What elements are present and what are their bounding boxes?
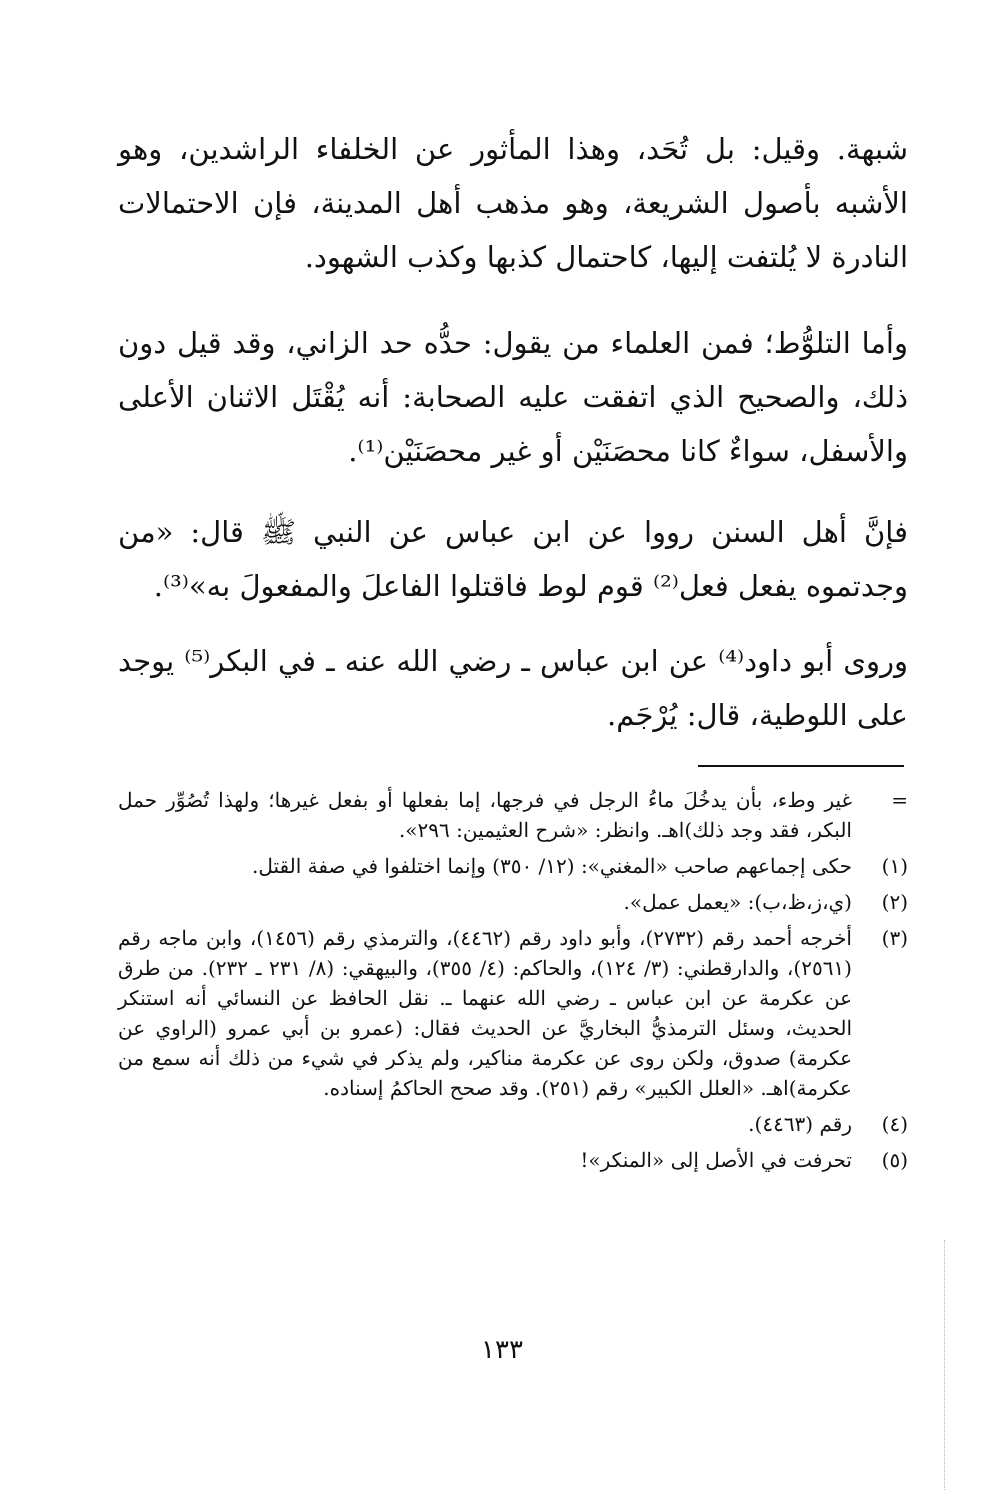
- footnote-marker: =: [891, 788, 908, 812]
- footnote-marker: (٥): [881, 1148, 908, 1172]
- footnote-marker: (٤): [881, 1112, 908, 1136]
- footnote-text: تحرفت في الأصل إلى «المنكر»!: [580, 1148, 852, 1172]
- footnote-3: [118, 923, 908, 1103]
- footnote-1: [118, 851, 908, 881]
- body-paragraph-3: فإنَّ أهل السنن رووا عن ابن عباس عن النبي ﷺ قال: «من وجدتموه يفعل فعل⁽²⁾ قوم لوط فاقتلوا الفاعلَ والمفعولَ به»⁽³⁾.: [118, 515, 908, 603]
- footnote-text: حكى إجماعهم صاحب «المغني»: (١٢/ ٣٥٠) وإنما اختلفوا في صفة القتل.: [251, 854, 852, 878]
- footnote-marker: (١): [881, 854, 908, 878]
- footnote-text: غير وطء، بأن يدخُلَ ماءُ الرجل في فرجها، إما بفعلها أو بفعل غيرها؛ ولهذا تُصُوِّر حمل البكر، فقد وجد ذلك)اهـ. وانظر: «شرح العثيمين: ٢٩٦».: [118, 788, 852, 842]
- footnote-5: [118, 1145, 908, 1175]
- footnotes-section: [118, 785, 908, 1181]
- footnote-2: [118, 887, 908, 917]
- footnote-text: أخرجه أحمد رقم (٢٧٣٢)، وأبو داود رقم (٤٤٦٢)، والترمذي رقم (١٤٥٦)، وابن ماجه رقم (٢٥٦١)، والدارقطني: (٣/ ١٢٤)، والحاكم: (٤/ ٣٥٥)، والبيهقي: (٨/ ٢٣١ ـ ٢٣٢). من طرق عن عكرمة عن ابن عباس ـ رضي الله عنهما ـ. نقل الحافظ عن النسائي أنه استنكر الحديث، وسئل الترمذيُّ البخاريَّ عن الحديث فقال: (عمرو بن أبي عمرو (الراوي عن عكرمة) صدوق، ولكن روى عن عكرمة مناكير، ولم يذكر في شيء من ذلك أنه سمع من عكرمة)اهـ. «العلل الكبير» رقم (٢٥١). وقد صحح الحاكمُ إسناده.: [118, 926, 853, 1100]
- footnote-continuation: [118, 785, 908, 845]
- footnote-text: رقم (٤٤٦٣).: [748, 1112, 852, 1136]
- page-number: ١٣٣: [481, 1335, 523, 1365]
- footnote-marker: (٢): [881, 890, 908, 914]
- footnote-marker: (٣): [881, 926, 908, 950]
- body-paragraph-1: شبهة. وقيل: بل تُحَد، وهذا المأثور عن الخلفاء الراشدين، وهو الأشبه بأصول الشريعة، وهو مذهب أهل المدينة، فإن الاحتمالات النادرة لا يُلتفت إليها، كاحتمال كذبها وكذب الشهود.: [118, 132, 908, 274]
- body-paragraph-2: وأما التلوُّط؛ فمن العلماء من يقول: حدُّه حد الزاني، وقد قيل دون ذلك، والصحيح الذي اتفقت عليه الصحابة: أنه يُقْتَل الاثنان الأعلى والأسفل، سواءٌ كانا محصَنَيْن أو غير محصَنَيْن⁽¹⁾.: [118, 326, 908, 468]
- footnote-text: (ي،ز،ظ،ب): «يعمل عمل».: [623, 890, 852, 914]
- footnote-4: [118, 1109, 908, 1139]
- body-paragraph-4: وروى أبو داود⁽⁴⁾ عن ابن عباس ـ رضي الله عنه ـ في البكر⁽⁵⁾ يوجد على اللوطية، قال: يُرْجَم.: [118, 644, 909, 732]
- scan-edge-mark: [944, 1240, 945, 1490]
- footnote-separator: [698, 765, 904, 767]
